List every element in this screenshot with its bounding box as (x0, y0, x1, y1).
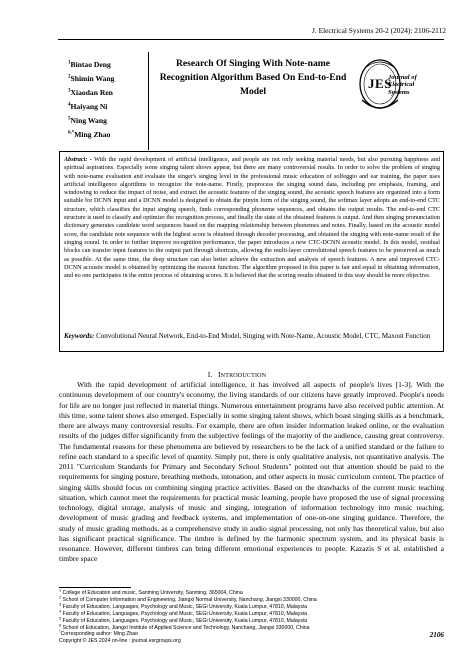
introduction-body (59, 380, 444, 565)
section-title: INTRODUCTION (217, 370, 267, 379)
footnote: $^6$ School of Education, Jiangxi Institute of Applied Science and Technology, Nanchang, Jiangxi 330000, China (59, 622, 310, 631)
paper-title: Research Of Singing With Note-name Recognition Algorithm Based On End-to-End Model (159, 58, 347, 97)
section-heading (0, 370, 474, 379)
footnote-rule (59, 587, 131, 588)
abstract (64, 156, 440, 280)
author-5: $^5$Ning Wang (68, 116, 107, 125)
logo-journal-name: Journal of Electrical Systems (388, 74, 417, 96)
author-1: $^1$Bintao Deng (68, 60, 111, 69)
vertical-divider (148, 52, 149, 150)
intro-paragraph: With the rapid development of artificial intelligence, it has involved all aspects of people's lives [1-3]. With the continuous development of our country's economy, the living standards of our citizens have greatly improved. People's needs for life are no longer just reflected in material things. Numerous entertainment programs have also received public attention. At this time, some talent shows also emerged. Especially in some singing talent shows, which boast singing skills as a benchmark, there are always many controversial results. For example, there are often insider information leaked online, or the evaluation results of the judges differ significantly from the subjective feelings of the majority of the audience, causing great controversy. The fundamental reasons for these phenomena are believed by researchers to be the lack of a unified standard or the failure to refine each standard to a specific level of quantity. Simply put, there is only qualitative analysis, not quantitative analysis. The 2011 "Curriculum Standards for Primary and Secondary School Students" pointed out that attention should be paid to the requirements for singing posture, breathing methods, intonation, and other aspects in music curriculum content. The practice of singing skills should focus on combining singing practice activities. Based on the drawbacks of the current music teaching situation, which cannot meet the requirements for practical music learning, people have proposed the use of signal processing technology, digital storage, analysis of music and singing, integration of information technology into music teaching, development of music grading and feedback systems, and implementation of one-on-one singing guidance. Therefore, the study of music grading methods, as a comprehensive study in audio signal processing, not only has theoretical value, but also has significant practical significance. The timbre is defined by the harmonic spectrum system, and its physical basis is resonance. However, different timbres can bring different emotional experiences to people. Kazazis S et al. established a timbre space (59, 380, 444, 564)
logo-abbreviation: JES (368, 76, 392, 91)
page-number: 2106 (429, 631, 444, 639)
journal-reference: J. Electrical Systems 20-2 (2024): 2106-2112 (312, 26, 446, 35)
author-3: $^3$Xiaodan Ren (68, 88, 113, 97)
footnotes (59, 590, 444, 645)
section-numeral: I. (207, 370, 213, 379)
abstract-body: With the rapid development of artificial intelligence, and people are not only seeking material needs, but also pursuing happiness and spiritual aspirations. Especially some singing talent shows appear, but there are many controversial results. In order to solve the problem of singing with note-name evaluation and evaluate the singer's singing level in the professional music education of solfeggio and ear training, the paper uses artificial intelligence algorithms to recognize the note-name. Firstly, preprocess the singing sound data, including pre emphasis, framing, and windowing to reduce the impact of noise, and extract the acoustic features of the singing sound, the acoustic speech features are organized into a form suitable for DCNN input and a DCNN model is designed to obtain the pinyin form of the singing sound, the softmax layer adopts an end-to-end CTC structure, which classifies the input singing speech, finds corresponding phoneme sequences, and obtains the output results. The end-to-end CTC structure is used to classify and optimize the recognition process, and finally the state of the obtained features is output. And then singing pronunciation dictionary generates candidate word sequences based on the mapping relationship between phonemes and notes. Finally, based on the acoustic model score, the candidate note sequence with the highest score is obtained through decoder processing, and obtained the singing with note-name result of the singing sound. In order to further improve recognition performance, the paper introduces a new CTC-DCNN acoustic model. In this model, residual blocks can transfer input features to the output part through shortcuts, allowing the multi-layer convolutional speech features to be preserved as much as possible. At the same time, the deep structure can also better achieve the extraction and analysis of speech features. A new and improved CTC-DCNN acoustic model is obtained by optimizing the maxout function. The algorithm proposed in this paper is fair and equal in obtaining information, and no one participates in the entire process of obtaining scores. It is believed that the scoring results obtained in this way should be more objective. (64, 156, 440, 280)
keywords-label: Keywords: (64, 332, 95, 340)
header-rule (58, 39, 444, 40)
abstract-label: Abstract: - (64, 156, 92, 163)
footnote: $^5$ Faculty of Education, Languages, Psychology and Music, SEGi University, Kuala Lumpur, 47810, Malaysia (59, 615, 307, 624)
footnote: $^1$ College of Education and music, Sanming University, Sanming, 365004, China (59, 588, 243, 596)
footnote: $^2$ School of Computer Information and Engineering, Jiangxi Normal University, Nanchang, Jiangxi 330000, China (59, 595, 317, 603)
footnote: $^4$ Faculty of Education, Languages, Psychology and Music, SEGi University, Kuala Lumpur, 47810, Malaysia (59, 608, 307, 617)
author-4: $^4$Haiyang Ni (68, 102, 108, 111)
author-6: $^{6,*}$Ming Zhao (68, 130, 111, 139)
journal-logo (358, 54, 438, 120)
keywords (64, 332, 440, 341)
copyright-line: Copyright © JES 2024 on-line : journal.esrgroups.org (59, 638, 181, 645)
footnote: $^3$ Faculty of Education, Languages, Psychology and Music, SEGi University, Kuala Lumpur, 47810, Malaysia (59, 602, 307, 610)
keywords-body: Convolutional Neural Network, End-to-End Model, Singing with Note-Name, Acoustic Model, CTC, Maxout Function (96, 332, 431, 340)
footnote-corresponding-author: *Corresponding author: Ming Zhao (59, 629, 139, 638)
author-2: $^2$Shimin Wang (68, 74, 115, 83)
